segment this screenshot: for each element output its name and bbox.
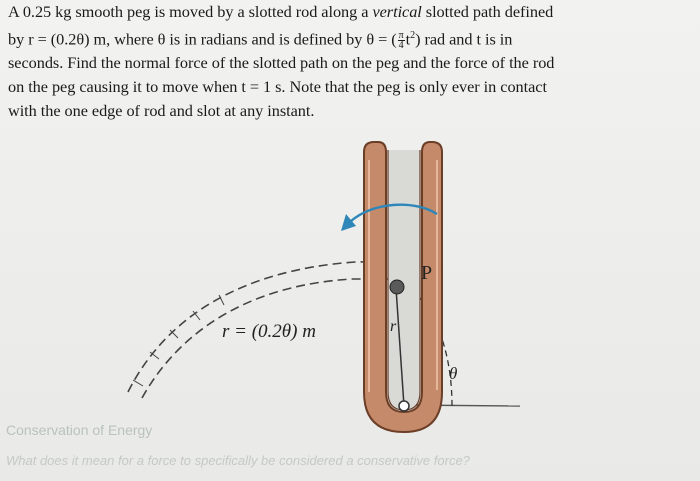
rod-pivot: [399, 401, 409, 411]
peg: [390, 280, 404, 294]
problem-italic-word: vertical: [372, 2, 422, 21]
faded-background-question: What does it mean for a force to specifically be considered a conservative force?: [6, 453, 470, 468]
peg-label: P: [421, 262, 433, 284]
problem-line-2-start: by r = (0.2θ) m, where θ is in radians and is defined by θ = (: [8, 29, 397, 49]
r-formula-label: [222, 321, 316, 343]
r-formula-suffix: ) m: [291, 321, 316, 342]
problem-line-5: with the one edge of rod and slot at any instant.: [8, 100, 315, 120]
problem-line-2-end: ) rad and t is in: [415, 29, 513, 49]
fraction-denominator: 4: [398, 39, 404, 51]
problem-line-1-end: slotted path defined: [421, 2, 554, 21]
r-formula-theta: θ: [281, 321, 292, 342]
fraction-numerator: π: [398, 29, 404, 41]
radius-label: r: [390, 318, 397, 335]
faded-background-heading: Conservation of Energy: [6, 422, 153, 438]
problem-line-3: seconds. Find the normal force of the slotted path on the peg and the force of the rod: [8, 53, 555, 73]
time-variable: t: [405, 29, 411, 49]
slotted-path-hatch: [133, 295, 224, 386]
problem-line-4: on the peg causing it to move when t = 1 s. Note that the peg is only ever in contact: [8, 76, 547, 96]
problem-line-1-start: A 0.25 kg smooth peg is moved by a slotted rod along a: [8, 2, 373, 21]
rotation-arrow-head: [341, 214, 356, 231]
slotted-rod-slot: [388, 150, 420, 410]
r-formula-prefix: r = (0.2: [222, 321, 282, 342]
time-exponent: 2: [410, 29, 416, 41]
theta-label: θ: [449, 364, 458, 383]
